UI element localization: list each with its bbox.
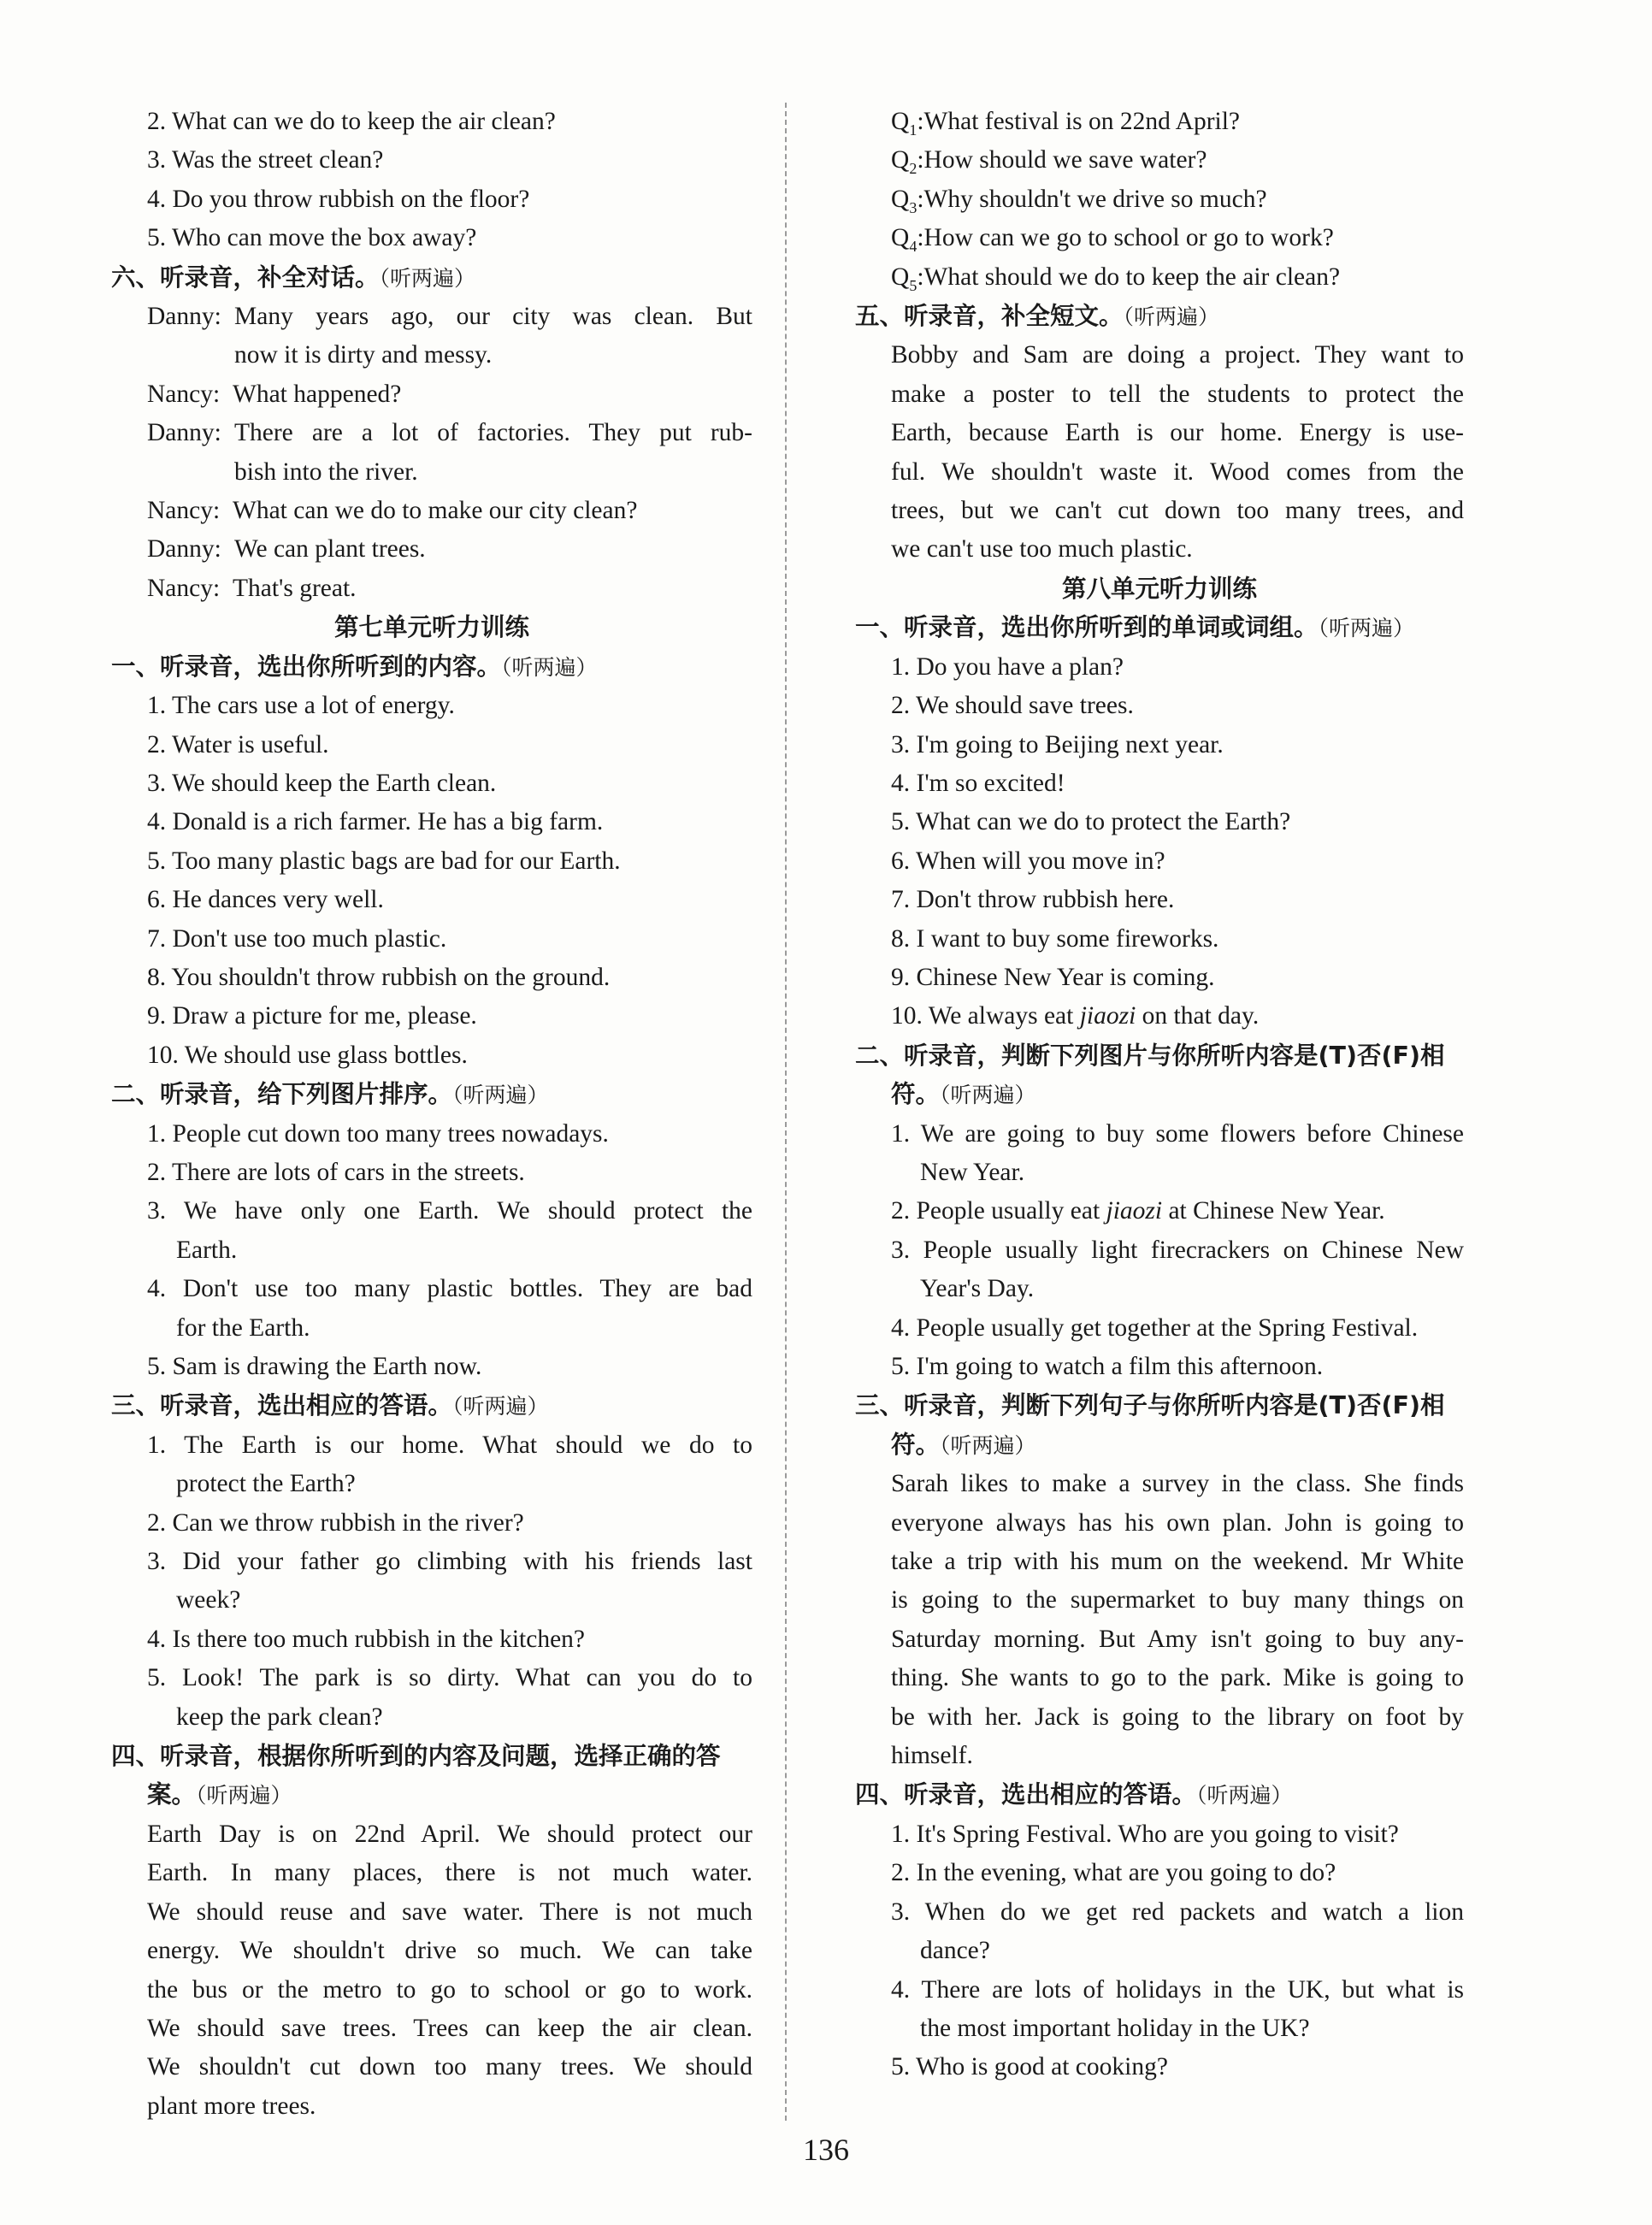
- paragraph-line: everyone always has his own plan. John is going to: [891, 1508, 1464, 1537]
- list-item: 2. Water is useful.: [147, 730, 329, 758]
- paragraph-line: himself.: [891, 1742, 973, 1770]
- section-heading: 四、听录音，根据你所听到的内容及问题，选择正确的答: [111, 1742, 721, 1771]
- dialogue-line: What can we do to make our city clean?: [233, 497, 638, 525]
- list-item: 5. What can we do to protect the Earth?: [891, 808, 1291, 836]
- list-item: 2. People usually eat jiaozi at Chinese New Year.: [891, 1197, 1385, 1225]
- dialogue-line: What happened?: [233, 380, 402, 408]
- question-line: $Q_2:How$ should we save water?: [891, 146, 1207, 178]
- page-number: 136: [803, 2133, 849, 2167]
- list-item: 4. I'm so excited!: [891, 769, 1065, 797]
- paragraph-line: energy. We shouldn't drive so much. We can take: [147, 1937, 752, 1965]
- list-item: 9. Draw a picture for me, please.: [147, 1002, 477, 1030]
- section-heading-continuation: 符。（听两遍）: [891, 1430, 1036, 1459]
- list-item: 7. Don't throw rubbish here.: [891, 886, 1175, 914]
- paragraph-line: We shouldn't cut down too many trees. We should: [147, 2053, 752, 2081]
- list-item: 3. Did your father go climbing with his friends last: [147, 1548, 752, 1576]
- list-item: 2. We should save trees.: [891, 692, 1134, 720]
- list-item: 9. Chinese New Year is coming.: [891, 963, 1215, 991]
- paragraph-line: is going to the supermarket to buy many things on: [891, 1586, 1464, 1614]
- section-heading: 三、听录音，判断下列句子与你所听内容是(T)否(F)相: [855, 1391, 1445, 1420]
- column-divider: [785, 103, 787, 2121]
- paragraph-line: take a trip with his mum on the weekend. Mr White: [891, 1548, 1464, 1576]
- list-item-continuation: keep the park clean?: [176, 1703, 383, 1731]
- list-item: 4. Is there too much rubbish in the kitchen?: [147, 1625, 586, 1653]
- list-item: 10. We always eat jiaozi on that day.: [891, 1002, 1260, 1030]
- list-item: 2. In the evening, what are you going to do?: [891, 1859, 1336, 1887]
- list-item: 5. Too many plastic bags are bad for our Earth.: [147, 847, 621, 875]
- list-item: 1. The cars use a lot of energy.: [147, 692, 455, 720]
- section-heading: 六、听录音，补全对话。（听两遍）: [111, 263, 476, 292]
- speaker-label: Nancy:: [147, 574, 221, 602]
- dialogue-line: Many years ago, our city was clean. But: [234, 303, 752, 331]
- list-item: 4. Do you throw rubbish on the floor?: [147, 185, 530, 213]
- list-item: 2. There are lots of cars in the streets.: [147, 1158, 525, 1186]
- list-item: 1. Do you have a plan?: [891, 652, 1124, 681]
- paragraph-line: Earth. In many places, there is not much water.: [147, 1859, 752, 1887]
- list-item: 6. He dances very well.: [147, 886, 384, 914]
- section-heading: 二、听录音，判断下列图片与你所听内容是(T)否(F)相: [855, 1041, 1445, 1070]
- paragraph-line: Earth, because Earth is our home. Energy is use-: [891, 419, 1464, 447]
- paragraph-line: trees, but we can't cut down too many trees, and: [891, 497, 1464, 525]
- paragraph-line: We should save trees. Trees can keep the air clean.: [147, 2014, 752, 2042]
- list-item-continuation: for the Earth.: [176, 1313, 310, 1342]
- dialogue-line: now it is dirty and messy.: [234, 341, 493, 369]
- right-column: [855, 103, 1464, 2087]
- list-item: 3. People usually light firecrackers on Chinese New: [891, 1236, 1464, 1264]
- list-item: 1. It's Spring Festival. Who are you going to visit?: [891, 1820, 1399, 1848]
- dialogue-line: There are a lot of factories. They put rub-: [234, 419, 752, 447]
- list-item: 10. We should use glass bottles.: [147, 1041, 468, 1069]
- list-item-continuation: New Year.: [920, 1158, 1025, 1186]
- list-item: 4. Donald is a rich farmer. He has a big farm.: [147, 808, 604, 836]
- paragraph-line: Saturday morning. But Amy isn't going to buy any-: [891, 1625, 1464, 1653]
- dialogue-turn: [111, 298, 752, 375]
- question-line: $Q_4:How$ can we go to school or go to work?: [891, 224, 1334, 256]
- section-heading: 四、听录音，选出相应的答语。（听两遍）: [855, 1780, 1293, 1809]
- list-item: 1. The Earth is our home. What should we do to: [147, 1431, 752, 1459]
- list-item: 6. When will you move in?: [891, 847, 1165, 875]
- list-item: 3. I'm going to Beijing next year.: [891, 730, 1224, 758]
- list-item: 8. I want to buy some fireworks.: [891, 924, 1219, 953]
- section-heading: 一、听录音，选出你所听到的单词或词组。（听两遍）: [855, 613, 1415, 642]
- list-item-continuation: protect the Earth?: [176, 1470, 356, 1498]
- dialogue-turn: [111, 570, 752, 608]
- question-line: $Q_3:Why$ shouldn't we drive so much?: [891, 185, 1267, 216]
- list-item: 1. We are going to buy some flowers before Chinese: [891, 1119, 1464, 1148]
- speaker-label: Danny:: [147, 419, 221, 447]
- paragraph-line: we can't use too much plastic.: [891, 535, 1193, 564]
- left-column: [111, 103, 752, 2126]
- section-heading: 三、听录音，选出相应的答语。（听两遍）: [111, 1391, 549, 1420]
- list-item: 2. What can we do to keep the air clean?: [147, 108, 556, 135]
- paragraph-line: Bobby and Sam are doing a project. They want to: [891, 341, 1464, 369]
- dialogue-turn: [111, 375, 752, 414]
- paragraph-line: Sarah likes to make a survey in the class. She finds: [891, 1470, 1464, 1498]
- speaker-label: Danny:: [147, 535, 221, 564]
- paragraph-line: Earth Day is on 22nd April. We should protect our: [147, 1820, 752, 1848]
- paragraph-line: make a poster to tell the students to protect the: [891, 380, 1464, 408]
- list-item: 5. Who can move the box away?: [147, 224, 477, 252]
- unit-title: 第八单元听力训练: [1061, 574, 1257, 603]
- dialogue-line: That's great.: [233, 574, 357, 602]
- list-item: 8. You shouldn't throw rubbish on the ground.: [147, 963, 611, 991]
- dialogue-line: We can plant trees.: [234, 535, 426, 564]
- unit-title: 第七单元听力训练: [333, 613, 529, 642]
- list-item: 3. When do we get red packets and watch a lion: [891, 1897, 1464, 1926]
- list-item: 1. People cut down too many trees nowadays.: [147, 1119, 609, 1148]
- list-item: 4. People usually get together at the Spring Festival.: [891, 1313, 1419, 1342]
- list-item: 5. Who is good at cooking?: [891, 2053, 1168, 2081]
- list-item: 3. We have only one Earth. We should protect the: [147, 1197, 752, 1225]
- list-item: 3. Was the street clean?: [147, 146, 384, 174]
- list-item-continuation: the most important holiday in the UK?: [920, 2014, 1310, 2042]
- list-item-continuation: Year's Day.: [920, 1275, 1035, 1303]
- paragraph-line: the bus or the metro to go to school or go to work.: [147, 1975, 752, 2004]
- list-item: 2. Can we throw rubbish in the river?: [147, 1508, 524, 1537]
- question-line: $Q_5:What$ should we do to keep the air clean?: [891, 263, 1341, 294]
- dialogue-line: bish into the river.: [234, 457, 418, 486]
- dialogue-turn: [111, 492, 752, 530]
- list-item-continuation: dance?: [920, 1937, 990, 1965]
- list-item: 5. Sam is drawing the Earth now.: [147, 1353, 482, 1380]
- section-heading-continuation: 案。（听两遍）: [147, 1780, 292, 1809]
- list-item: 3. We should keep the Earth clean.: [147, 769, 497, 797]
- list-item: 5. Look! The park is so dirty. What can you do to: [147, 1664, 752, 1692]
- list-item-continuation: Earth.: [176, 1236, 238, 1264]
- dialogue-turn: [111, 530, 752, 569]
- speaker-label: Nancy:: [147, 380, 221, 408]
- list-item: 5. I'm going to watch a film this afternoon.: [891, 1353, 1324, 1380]
- question-line: $Q_1:What$ festival is on 22nd April?: [891, 108, 1241, 139]
- paragraph-line: plant more trees.: [147, 2092, 316, 2120]
- paragraph-line: be with her. Jack is going to the library on foot by: [891, 1703, 1464, 1731]
- section-heading-continuation: 符。（听两遍）: [891, 1080, 1036, 1109]
- list-item: 4. There are lots of holidays in the UK, but what is: [891, 1975, 1464, 2004]
- speaker-label: Danny:: [147, 303, 221, 331]
- list-item: 4. Don't use too many plastic bottles. They are bad: [147, 1275, 752, 1303]
- section-heading: 一、听录音，选出你所听到的内容。（听两遍）: [111, 652, 598, 681]
- list-item: 7. Don't use too much plastic.: [147, 924, 447, 953]
- paragraph-line: We should reuse and save water. There is not much: [147, 1897, 752, 1926]
- section-heading: 五、听录音，补全短文。（听两遍）: [855, 302, 1220, 331]
- speaker-label: Nancy:: [147, 497, 221, 525]
- list-item-continuation: week?: [176, 1586, 241, 1614]
- section-heading: 二、听录音，给下列图片排序。（听两遍）: [111, 1080, 549, 1109]
- paragraph-line: ful. We shouldn't waste it. Wood comes from the: [891, 457, 1464, 486]
- paragraph-line: thing. She wants to go to the park. Mike is going to: [891, 1664, 1464, 1692]
- dialogue-turn: [111, 414, 752, 492]
